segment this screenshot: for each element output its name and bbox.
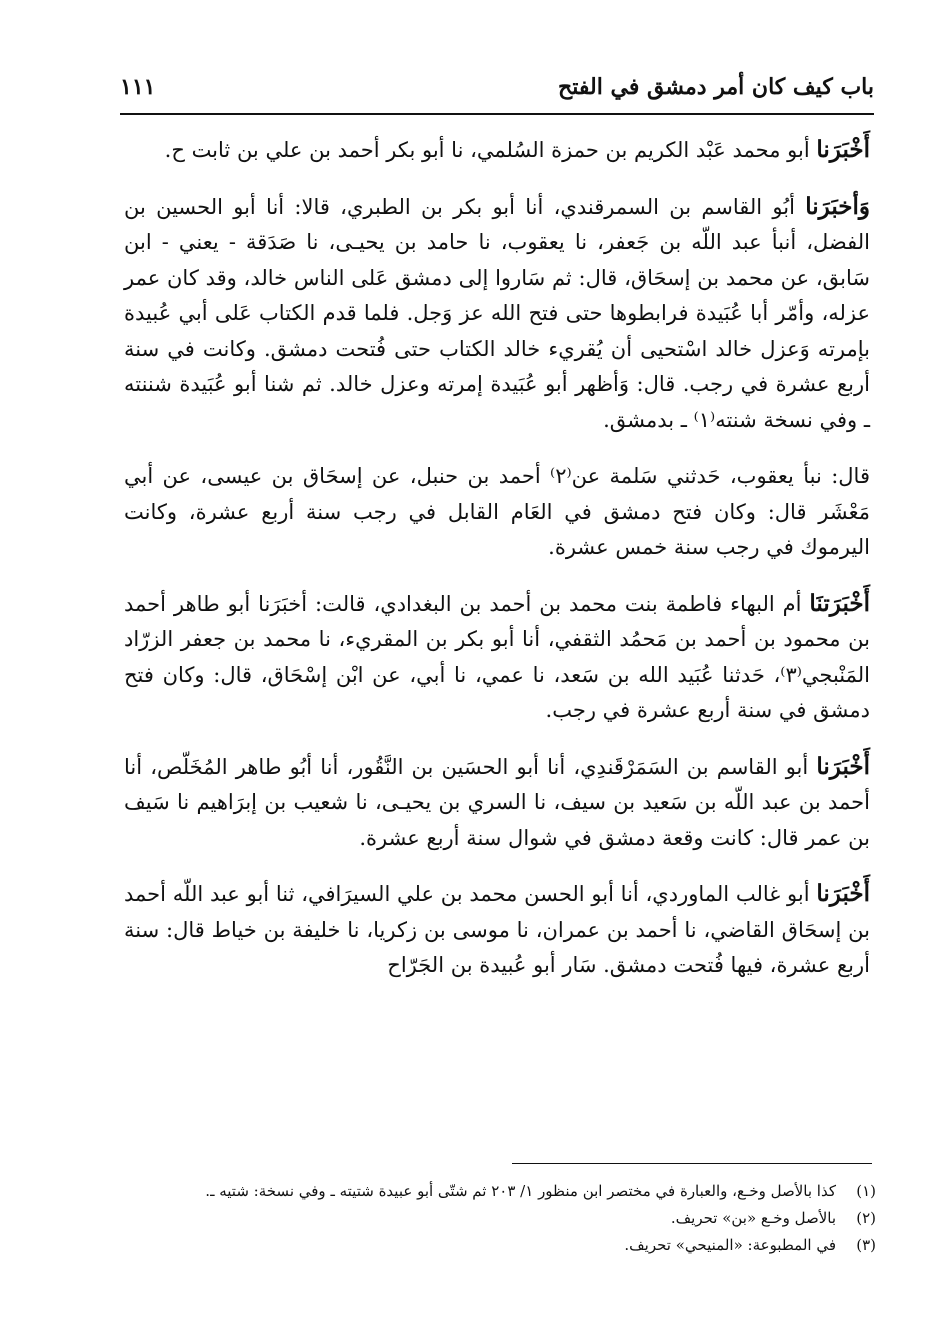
header-rule bbox=[120, 113, 874, 115]
paragraph-text: أم البهاء فاطمة بنت محمد بن أحمد بن البغدادي، قالت: أخبَرَنا أبو طاهر أحمد بن محمود بن أحمد بن مَحمُد الثقفي، أنا أبو بكر بن المقريء، نا محمد بن جعفر الزرّاد المَنْبجي⁽٣⁾، حَدثنا عُبَيد الله بن سَعد، نا عمي، نا أبي، عن ابْن إسْحَاق، قال: وكان فتح دمشق في سنة أربع عشرة في رجب. bbox=[124, 591, 870, 722]
paragraph-text: أبو القاسم بن السَمَرْقَندِي، أنا أبو الحسَين بن النَّقُور، أنا أبُو طاهر المُخَلّص، أنا أحمد بن عبد اللّه بن سَعيد بن سيف، نا السري بن يحيـى، نا شعيب بن إبرَاهيم نا سَيف بن عمر قال: كانت وقعة دمشق في شوال سنة أربع عشرة. bbox=[124, 754, 870, 850]
narration-keyword: أَخْبَرَنا bbox=[816, 880, 870, 907]
paragraph-1 bbox=[124, 132, 870, 169]
footnote-1 bbox=[124, 1178, 876, 1205]
page-header bbox=[120, 74, 874, 114]
paragraph-text: أبو محمد عَبْد الكريم بن حمزة السُلمي، نا أبو بكر أحمد بن علي بن ثابت ح. bbox=[164, 138, 817, 162]
page-number: ١١١ bbox=[120, 74, 156, 100]
narration-keyword: أَخْبَرَتنَا bbox=[809, 589, 870, 617]
footnote-text: بالأصل وخـع «بن» تحريف. bbox=[670, 1209, 836, 1227]
narration-keyword: أَخْبَرَنا bbox=[816, 752, 870, 780]
footnote-number: (٣) bbox=[856, 1236, 876, 1254]
footnote-rule bbox=[512, 1163, 872, 1164]
main-text bbox=[124, 132, 870, 984]
paragraph-4 bbox=[124, 586, 870, 729]
narration-keyword: أَخْبَرَنا bbox=[816, 136, 870, 163]
paragraph-6 bbox=[124, 876, 870, 984]
narration-keyword: وَأخبَرَنا bbox=[805, 192, 870, 220]
paragraph-text: أبُو القاسم بن السمرقندي، أنا أبو بكر بن الطبري، قالا: أنا أبو الحسين بن الفضل، أنبأ عبد اللّه بن جَعفر، نا يعقوب، نا حامد بن يحيـى، نا صَدَقة - يعني - ابن سَابق، عن محمد بن إسحَاق، قال: ثم سَاروا إلى دمشق عَلى الناس خالد، وقد كان عمر عزله، وأمّر أبا عُبَيدة فرابطوها حتى فتح الله عز وَجل. فلما قدم الكتاب عَلى أبي عُبيدة بإمرته وَعزل خالد اسْتحيى أن يُقريء خالد الكتاب حتى فُتحت دمشق. وكانت في سنة أربع عشرة في رجب. قال: وَأظهر أبو عُبَيدة إمرته وعزل خالد. ثم شنا أبو عُبَيدة شننته ـ وفي نسخة شنته⁽١⁾ ـ بدمشق. bbox=[124, 194, 870, 432]
footnote-number: (١) bbox=[856, 1182, 876, 1200]
paragraph-text: أبو غالب الماوردي، أنا أبو الحسن محمد بن علي السيرَافي، ثنا أبو عبد اللّه أحمد بن إسحَاق القاضي، نا أحمد بن عمران، نا موسى بن زكريا، نا خليفة بن خياط قال: سنة أربع عشرة، فيها فُتحت دمشق. سَار أبو عُبيدة بن الجَرّاح bbox=[124, 882, 870, 977]
footnote-text: في المطبوعة: «المنيحي» تحريف. bbox=[624, 1236, 836, 1254]
running-title: باب كيف كان أمر دمشق في الفتح bbox=[558, 74, 874, 100]
footnote-2 bbox=[124, 1205, 876, 1232]
paragraph-text: قال: نبأ يعقوب، حَدثني سَلمة عن⁽٢⁾ أحمد بن حنبل، عن إسحَاق بن عيسى، عن أبي مَعْشَر قال: وكان فتح دمشق في العَام القابل في رجب سنة أربع عشرة، وكانت اليرموك في رجب سنة خمس عشرة. bbox=[124, 464, 870, 559]
paragraph-3 bbox=[124, 458, 870, 566]
footnotes bbox=[124, 1178, 876, 1259]
footnote-text: كذا بالأصل وخـع، والعبارة في مختصر ابن منظور ١/ ٢٠٣ ثم شتّى أبو عبيدة شتيته ـ وفي نسخة: شتيه ـ. bbox=[205, 1182, 836, 1200]
paragraph-2 bbox=[124, 189, 870, 439]
paragraph-5 bbox=[124, 749, 870, 857]
footnote-number: (٢) bbox=[856, 1209, 876, 1227]
footnote-3 bbox=[124, 1232, 876, 1259]
